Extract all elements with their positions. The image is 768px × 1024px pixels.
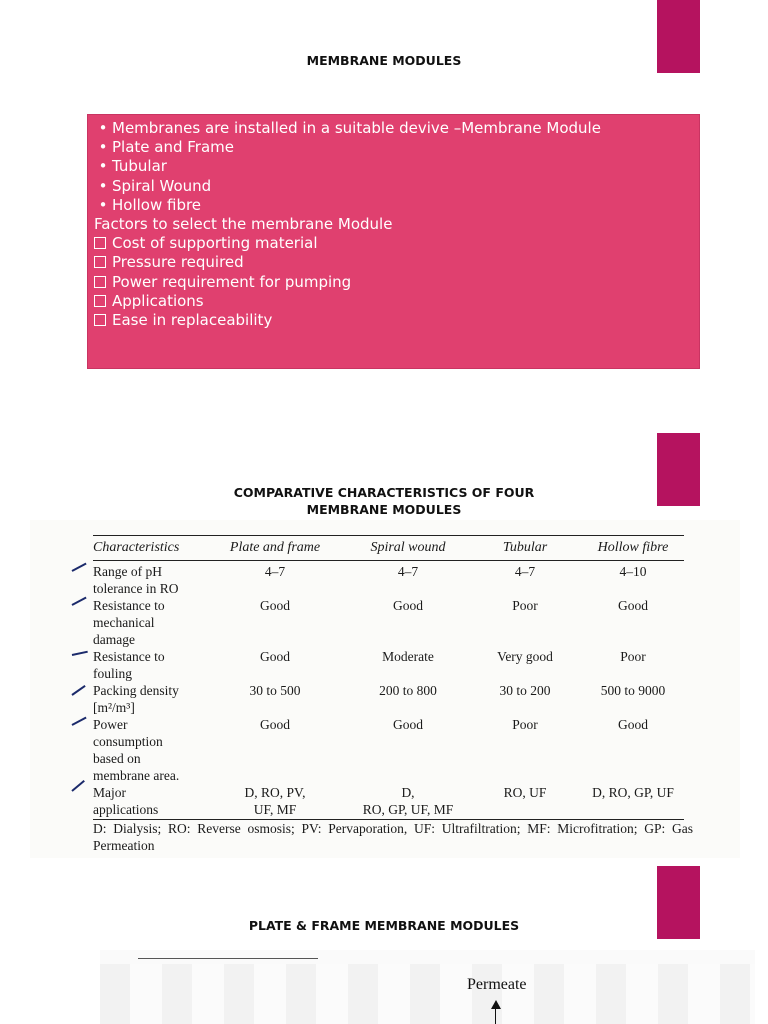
- row-label-line: Major: [93, 785, 126, 800]
- checkbox-square-icon: [94, 276, 106, 288]
- cell-line: D, RO, PV,: [244, 785, 306, 800]
- table-cell: Poor: [620, 649, 646, 664]
- row-label-line: membrane area.: [93, 768, 180, 783]
- pen-tick-mark: [72, 717, 87, 726]
- row-label-line: based on: [93, 751, 141, 766]
- row-label-line: consumption: [93, 734, 163, 749]
- row-label-line: tolerance in RO: [93, 581, 179, 596]
- row-label: [93, 682, 208, 716]
- list-item: [94, 138, 693, 157]
- bullet-icon: •: [98, 119, 108, 137]
- table-header-cell: Plate and frame: [229, 540, 321, 555]
- row-label-line: [m²/m³]: [93, 700, 135, 715]
- table-cell: Very good: [497, 649, 553, 664]
- row-label-line: Packing density: [93, 683, 179, 698]
- table-cell: Moderate: [382, 649, 434, 664]
- table-cell: [481, 784, 569, 801]
- table-cell: Good: [260, 649, 290, 664]
- permeate-label: Permeate: [467, 976, 527, 993]
- cell-line: D,: [401, 785, 415, 800]
- pen-tick-mark: [71, 685, 85, 696]
- checkbox-square-icon: [94, 237, 106, 249]
- factor-text: Ease in replaceability: [112, 311, 273, 330]
- factor-text: Pressure required: [112, 253, 244, 272]
- table-cell: Good: [393, 598, 423, 613]
- table-cell: Good: [393, 717, 423, 732]
- row-label: [93, 716, 208, 784]
- checkbox-square-icon: [94, 256, 106, 268]
- cell-line: UF, MF: [253, 802, 297, 817]
- bullet-icon: •: [98, 195, 108, 214]
- module-type-list: [94, 119, 693, 330]
- membrane-modules-box: [87, 114, 700, 369]
- factor-item: [94, 292, 693, 311]
- cell-line: RO, UF: [503, 785, 547, 800]
- list-item-text: Membranes are installed in a suitable devive –Membrane Module: [112, 119, 601, 137]
- factor-item: [94, 273, 693, 292]
- table-rule-top: [93, 535, 684, 536]
- row-label-line: damage: [93, 632, 135, 647]
- arrow-up-icon: [491, 1000, 501, 1009]
- factor-text: Applications: [112, 291, 204, 310]
- factor-item: [94, 253, 693, 272]
- table-cell: 30 to 500: [249, 683, 301, 698]
- row-label-line: applications: [93, 802, 159, 817]
- pen-tick-mark: [72, 651, 88, 656]
- arrow-shaft: [495, 1002, 496, 1024]
- row-label: [93, 784, 208, 818]
- table-cell: 500 to 9000: [600, 683, 666, 698]
- table-cell: 4–7: [514, 564, 536, 579]
- row-label-line: Power: [93, 717, 128, 732]
- table-cell: [579, 784, 687, 801]
- table-cell: Good: [260, 717, 290, 732]
- row-label: [93, 597, 208, 648]
- cell-line: D, RO, GP, UF: [592, 785, 674, 800]
- table-footnote: D: Dialysis; RO: Reverse osmosis; PV: Pervaporation, UF: Ultrafiltration; MF: Microfitration; GP: Gas Permeation: [93, 821, 693, 853]
- row-label: [93, 563, 208, 597]
- table-cell: [215, 784, 335, 818]
- table-header-cell: Hollow fibre: [597, 540, 669, 555]
- row-label-line: Resistance to: [93, 598, 165, 613]
- table-cell: 4–10: [619, 564, 647, 579]
- row-label-line: Resistance to: [93, 649, 165, 664]
- pen-tick-mark: [72, 597, 87, 606]
- factor-item: [94, 311, 693, 330]
- row-label: [93, 648, 208, 682]
- pen-tick-mark: [71, 780, 85, 792]
- scanned-table: [30, 520, 740, 858]
- section-title-membrane-modules: MEMBRANE MODULES: [306, 53, 462, 68]
- row-label-line: mechanical: [93, 615, 155, 630]
- checkbox-square-icon: [94, 295, 106, 307]
- list-item: [94, 157, 693, 176]
- plate-frame-diagram: [100, 950, 755, 1024]
- row-label-line: Range of pH: [93, 564, 162, 579]
- bullet-icon: •: [98, 138, 108, 157]
- table-cell: 4–7: [397, 564, 419, 579]
- list-item: [94, 177, 693, 196]
- scan-background: [100, 964, 755, 1024]
- table-cell: 200 to 800: [379, 683, 437, 698]
- factor-item: [94, 234, 693, 253]
- list-item-text: Spiral Wound: [112, 176, 212, 195]
- table-cell: Poor: [512, 598, 538, 613]
- checkbox-square-icon: [94, 314, 106, 326]
- bullet-icon: •: [98, 176, 108, 195]
- table-cell: Good: [618, 598, 648, 613]
- row-label-line: fouling: [93, 666, 132, 681]
- list-item-text: Hollow fibre: [112, 195, 202, 214]
- list-item-text: Tubular: [112, 157, 167, 176]
- cell-line: RO, GP, UF, MF: [362, 802, 454, 817]
- factors-heading: Factors to select the membrane Module: [94, 215, 393, 234]
- table-cell: Good: [618, 717, 648, 732]
- factor-text: Power requirement for pumping: [112, 272, 352, 291]
- table-header-cell: Spiral wound: [370, 540, 446, 555]
- table-cell: 4–7: [264, 564, 286, 579]
- section-title-comparative: COMPARATIVE CHARACTERISTICS OF FOUR: [233, 485, 535, 500]
- list-item: [94, 119, 693, 138]
- list-item-text: Plate and Frame: [112, 138, 235, 157]
- bullet-icon: •: [98, 157, 108, 176]
- section-title-comparative-line2: MEMBRANE MODULES: [306, 502, 462, 517]
- list-item: [94, 196, 693, 215]
- table-header-cell: Tubular: [502, 540, 548, 555]
- table-cell: Good: [260, 598, 290, 613]
- table-header-cell: Characteristics: [93, 540, 180, 555]
- table-cell: [343, 784, 473, 818]
- table-cell: Poor: [512, 717, 538, 732]
- pen-tick-mark: [72, 563, 87, 572]
- factor-text: Cost of supporting material: [112, 234, 318, 253]
- table-cell: 30 to 200: [499, 683, 551, 698]
- diagram-line: [138, 958, 318, 959]
- table-rule-header: [93, 560, 684, 561]
- section-title-plate-frame: PLATE & FRAME MEMBRANE MODULES: [248, 918, 520, 933]
